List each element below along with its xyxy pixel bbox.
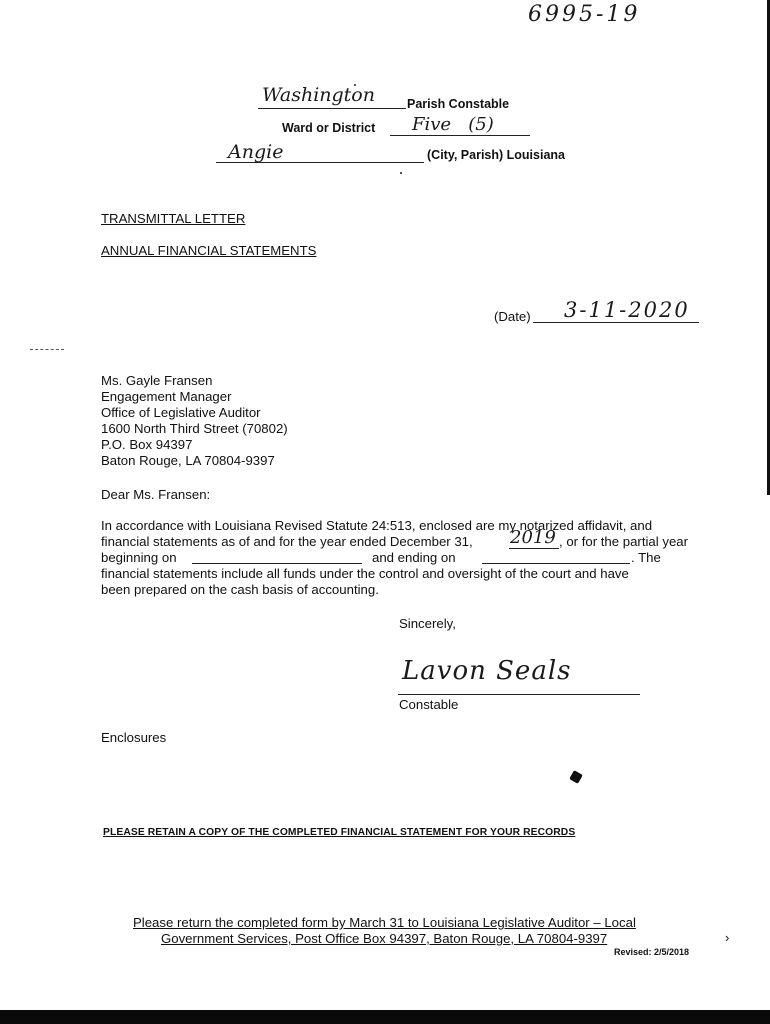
signature-line [398, 694, 640, 695]
date-label: (Date) [494, 309, 531, 324]
body-line-2a: financial statements as of and for the year ended December 31, [101, 534, 473, 549]
date-handwritten: 3-11-2020 [564, 298, 690, 322]
salutation: Dear Ms. Fransen: [101, 487, 211, 502]
address-street: 1600 North Third Street (70802) [101, 421, 288, 436]
address-po-box: P.O. Box 94397 [101, 437, 193, 452]
retain-notice: PLEASE RETAIN A COPY OF THE COMPLETED FINANCIAL STATEMENT FOR YOUR RECORDS [103, 827, 576, 838]
closing-sincerely: Sincerely, [399, 616, 456, 631]
parish-handwritten: Washington [262, 84, 375, 106]
address-office: Office of Legislative Auditor [101, 405, 261, 420]
scan-mark-right: › [725, 930, 730, 945]
title-transmittal: TRANSMITTAL LETTER [101, 211, 246, 226]
begin-date-line [192, 563, 362, 564]
address-name: Ms. Gayle Fransen [101, 373, 213, 388]
scan-edge-bottom [0, 1010, 770, 1024]
ward-label: Ward or District [282, 121, 376, 135]
end-date-line [482, 563, 630, 564]
year-line [509, 548, 559, 549]
ward-handwritten: Five (5) [412, 114, 494, 135]
parish-line [258, 108, 406, 109]
scan-speck [400, 172, 402, 174]
body-line-5: been prepared on the cash basis of accounting. [101, 582, 379, 597]
city-handwritten: Angie [228, 141, 284, 163]
body-line-3b: and ending on [372, 550, 456, 565]
city-label: (City, Parish) Louisiana [427, 148, 565, 162]
scan-mark-left [30, 349, 64, 350]
year-handwritten: 2019 [510, 527, 556, 548]
revised-date: Revised: 2/5/2018 [614, 947, 690, 957]
date-line [533, 322, 699, 323]
ward-line [390, 135, 530, 136]
title-annual-statements: ANNUAL FINANCIAL STATEMENTS [101, 243, 317, 258]
body-line-3c: . The [631, 550, 661, 565]
footer-line-1: Please return the completed form by March 31 to Louisiana Legislative Auditor – Local [133, 915, 636, 930]
footer-line-2: Government Services, Post Office Box 94397, Baton Rouge, LA 70804-9397 [161, 931, 608, 946]
enclosures: Enclosures [101, 730, 167, 745]
signature: Lavon Seals [402, 656, 572, 686]
address-city: Baton Rouge, LA 70804-9397 [101, 453, 275, 468]
body-line-2b: , or for the partial year [559, 534, 689, 549]
body-line-4: financial statements include all funds under the control and oversight of the court and have [101, 566, 629, 581]
address-title: Engagement Manager [101, 389, 232, 404]
body-line-3a: beginning on [101, 550, 177, 565]
city-line [216, 162, 424, 163]
parish-label: Parish Constable [407, 97, 510, 111]
body-line-1: In accordance with Louisiana Revised Statute 24:513, enclosed are my notarized affidavit, and [101, 518, 653, 533]
signer-title: Constable [399, 697, 459, 712]
stamp-number: 6995-19 [528, 2, 641, 27]
ink-blot [569, 770, 583, 784]
